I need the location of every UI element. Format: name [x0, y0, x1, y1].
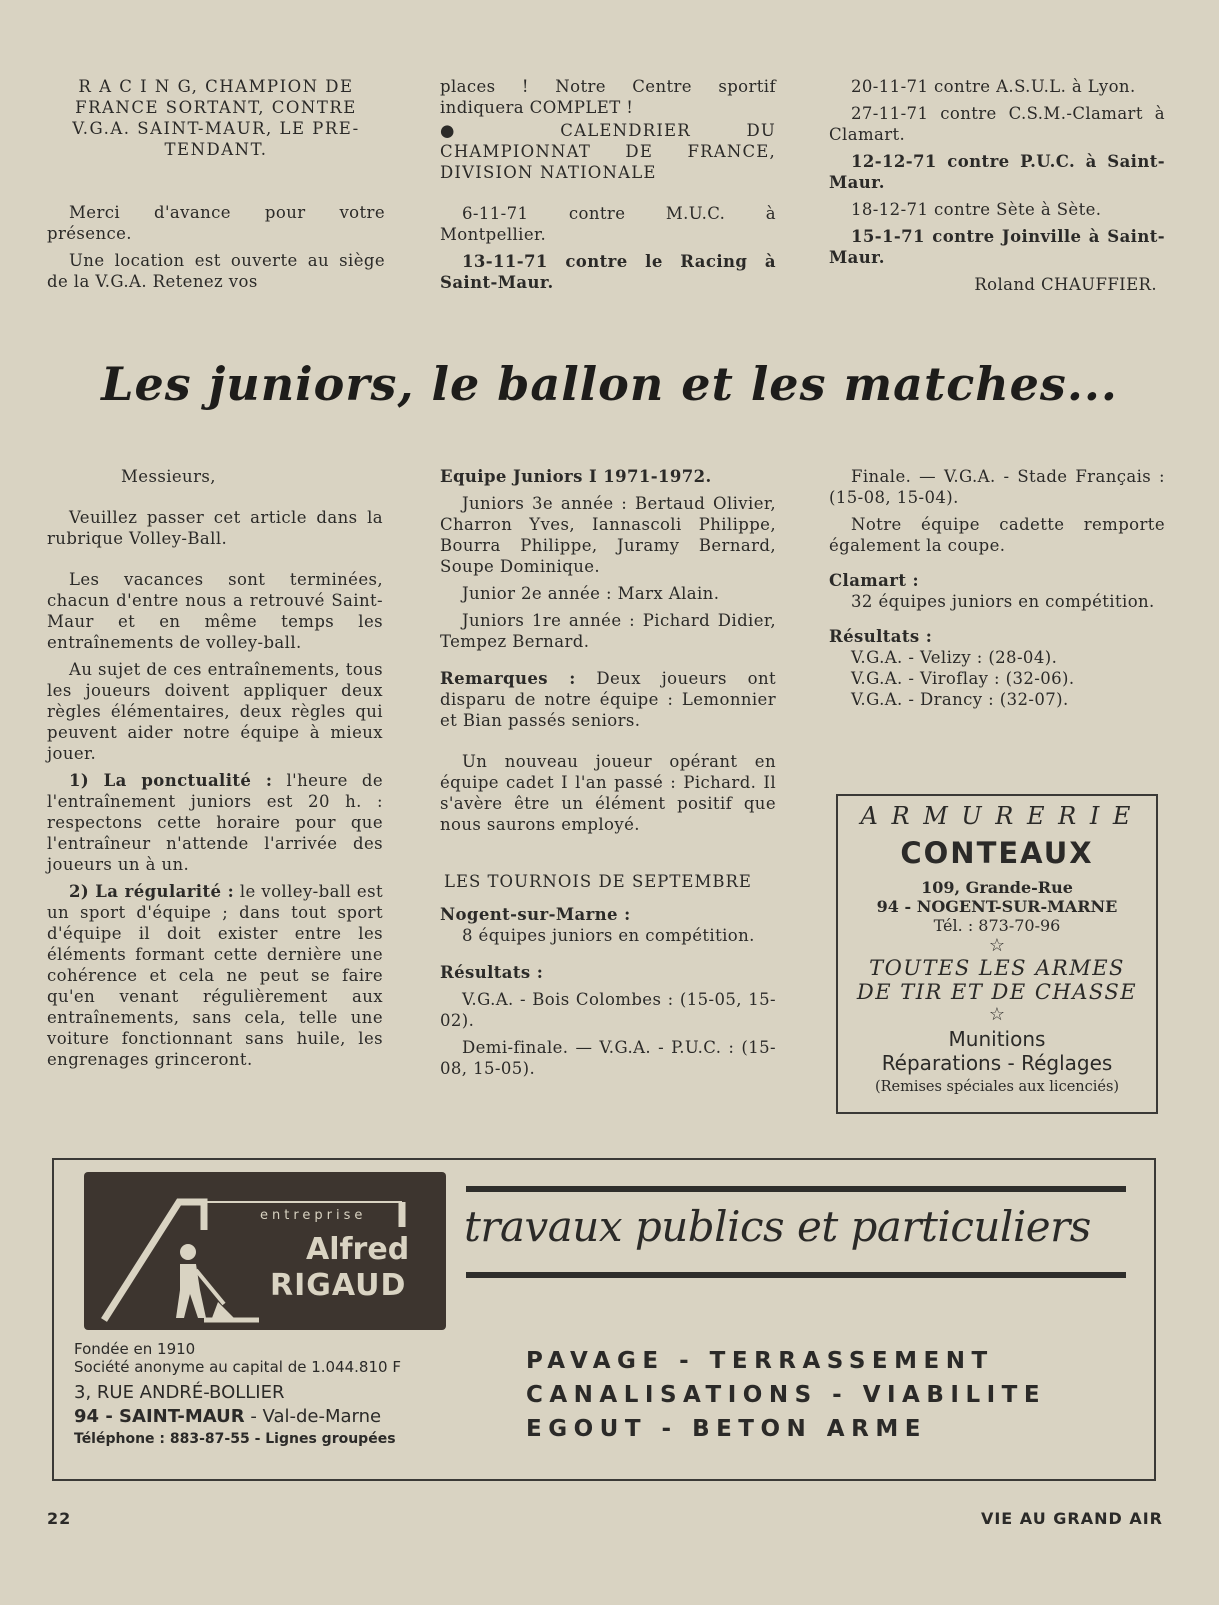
services-line-3: EGOUT - BETON ARME — [526, 1416, 927, 1442]
tournois-heading: LES TOURNOIS DE SEPTEMBRE — [444, 872, 752, 891]
juniors-2: Junior 2e année : Marx Alain. — [462, 584, 720, 603]
team-title: Equipe Juniors I 1971-1972. — [440, 467, 712, 486]
article-p2: Les vacances sont terminées, chacun d'entre nous a retrouvé Saint-Maur et en même temps les entraînements de volley-ball. — [47, 570, 383, 652]
thanks-paragraph: Merci d'avance pour votre présence. — [47, 203, 385, 243]
resultats-heading: Résultats : — [440, 963, 544, 982]
clamart-result-2: V.G.A. - Viroflay : (32-06). — [851, 669, 1075, 688]
rigaud-phone: Téléphone : 883-87-55 - Lignes groupées — [74, 1431, 396, 1447]
article-headline: Les juniors, le ballon et les matches... — [101, 357, 1118, 411]
services-line-1: PAVAGE - TERRASSEMENT — [526, 1348, 994, 1374]
nouveau-joueur: Un nouveau joueur opérant en équipe cadet I l'an passé : Pichard. Il s'avère être un élément positif que nous saurons employé. — [440, 752, 776, 834]
result-1: V.G.A. - Bois Colombes : (15-05, 15-02). — [440, 990, 776, 1030]
rigaud-capital: Société anonyme au capital de 1.044.810 F — [74, 1358, 401, 1376]
armurerie-name: CONTEAUX — [900, 836, 1094, 870]
page-number: 22 — [47, 1509, 72, 1528]
logo-entreprise: entreprise — [260, 1208, 367, 1223]
armurerie-munitions: Munitions — [948, 1027, 1046, 1051]
juniors-1: Juniors 1re année : Pichard Didier, Tempez Bernard. — [440, 611, 776, 651]
armurerie-address-2: 94 - NOGENT-SUR-MARNE — [876, 897, 1118, 916]
rigaud-address: 3, RUE ANDRÉ-BOLLIER — [74, 1382, 285, 1403]
nogent-heading: Nogent-sur-Marne : — [440, 905, 631, 924]
clamart-resultats: Résultats : — [829, 627, 933, 646]
tagline-top-rule — [466, 1186, 1126, 1192]
rigaud-tagline: travaux publics et particuliers — [464, 1202, 1091, 1251]
magazine-name: VIE AU GRAND AIR — [980, 1509, 1163, 1528]
rigaud-logo — [84, 1172, 446, 1330]
racing-heading: R A C I N G, CHAMPION DE FRANCE SORTANT, CONTRE V.G.A. SAINT-MAUR, LE PRE- TENDANT. — [72, 77, 360, 159]
match-4: 27-11-71 contre C.S.M.-Clamart à Clamart. — [829, 104, 1165, 144]
article-p4: 1) La ponctualité : l'heure de l'entraînement juniors est 20 h. : respectons cette horaire pour que l'entraîneur n'attende l'arrivée des joueurs un à un. — [47, 771, 383, 874]
top-column-2 — [440, 76, 776, 299]
star-icon: ☆ — [988, 1004, 1006, 1025]
armurerie-slogan-1: TOUTES LES ARMES — [869, 956, 1125, 980]
tagline-bottom-rule — [466, 1272, 1126, 1278]
rigaud-city-line: 94 - SAINT-MAUR - Val-de-Marne — [74, 1406, 382, 1427]
top-column-3 — [829, 76, 1165, 301]
services-line-2: CANALISATIONS - VIABILITE — [526, 1382, 1047, 1408]
remarques: Remarques : Deux joueurs ont disparu de notre équipe : Lemonnier et Bian passés seniors. — [440, 669, 776, 730]
clamart-result-3: V.G.A. - Drancy : (32-07). — [851, 690, 1069, 709]
armurerie-address-1: 109, Grande-Rue — [921, 878, 1073, 897]
star-icon: ☆ — [988, 935, 1006, 956]
clamart-heading: Clamart : — [829, 571, 919, 590]
result-2: Demi-finale. — V.G.A. - P.U.C. : (15-08, 15-05). — [440, 1038, 776, 1078]
article-p5: 2) La régularité : le volley-ball est un sport d'équipe ; dans tout sport d'équipe il doit exister entre les éléments formant cette dernière une cohérence et cela ne peut se faire qu'en venant régulièrement aux entraînements, sans cela, telle une voiture fonctionnant sans huile, les engrenages grinceront. — [47, 882, 383, 1069]
salutation: Messieurs, — [121, 467, 216, 486]
rigaud-founded: Fondée en 1910 — [74, 1340, 196, 1358]
article-p3: Au sujet de ces entraînements, tous les joueurs doivent appliquer deux règles élémentaires, deux règles qui peuvent aider notre équipe à mieux jouer. — [47, 660, 383, 763]
article-column-1 — [47, 466, 383, 1076]
match-6: 18-12-71 contre Sète à Sète. — [851, 200, 1102, 219]
top-column-1 — [47, 76, 385, 298]
match-1: 6-11-71 contre M.U.C. à Montpellier. — [440, 204, 776, 244]
finale: Finale. — V.G.A. - Stade Français : (15-08, 15-04). — [829, 467, 1165, 507]
article-column-3 — [829, 466, 1165, 710]
juniors-3: Juniors 3e année : Bertaud Olivier, Charron Yves, Iannascoli Philippe, Bourra Philippe, Juramy Bernard, Soupe Dominique. — [440, 494, 776, 576]
logo-alfred: Alfred — [306, 1232, 410, 1267]
signature: Roland CHAUFFIER. — [974, 275, 1157, 294]
rigaud-advertisement — [52, 1158, 1156, 1481]
calendar-heading: ● CALENDRIER DU CHAMPIONNAT DE FRANCE, DIVISION NATIONALE — [440, 121, 776, 182]
location-paragraph: Une location est ouverte au siège de la V.G.A. Retenez vos — [47, 251, 385, 291]
article-column-2 — [440, 466, 776, 1085]
armurerie-advertisement — [836, 794, 1158, 1114]
armurerie-remises: (Remises spéciales aux licenciés) — [874, 1079, 1120, 1095]
nogent-teams: 8 équipes juniors en compétition. — [462, 926, 755, 945]
clamart-teams: 32 équipes juniors en compétition. — [851, 592, 1155, 611]
armurerie-title: A R M U R E R I E — [860, 802, 1134, 830]
clamart-result-1: V.G.A. - Velizy : (28-04). — [851, 648, 1058, 667]
rigaud-contact — [74, 1340, 401, 1447]
match-3: 20-11-71 contre A.S.U.L. à Lyon. — [851, 77, 1136, 96]
rigaud-services — [526, 1344, 1046, 1446]
cadette: Notre équipe cadette remporte également la coupe. — [829, 515, 1165, 555]
complet-paragraph: places ! Notre Centre sportif indiquera COMPLET ! — [440, 77, 776, 117]
match-7: 15-1-71 contre Joinville à Saint-Maur. — [829, 227, 1165, 267]
armurerie-reparations: Réparations - Réglages — [881, 1051, 1113, 1075]
match-5: 12-12-71 contre P.U.C. à Saint-Maur. — [829, 152, 1165, 192]
logo-rigaud: RIGAUD — [270, 1268, 407, 1303]
article-p1: Veuillez passer cet article dans la rubrique Volley-Ball. — [47, 508, 383, 548]
armurerie-tel: Tél. : 873-70-96 — [933, 916, 1061, 935]
match-2: 13-11-71 contre le Racing à Saint-Maur. — [440, 252, 776, 292]
armurerie-slogan-2: DE TIR ET DE CHASSE — [856, 980, 1138, 1004]
